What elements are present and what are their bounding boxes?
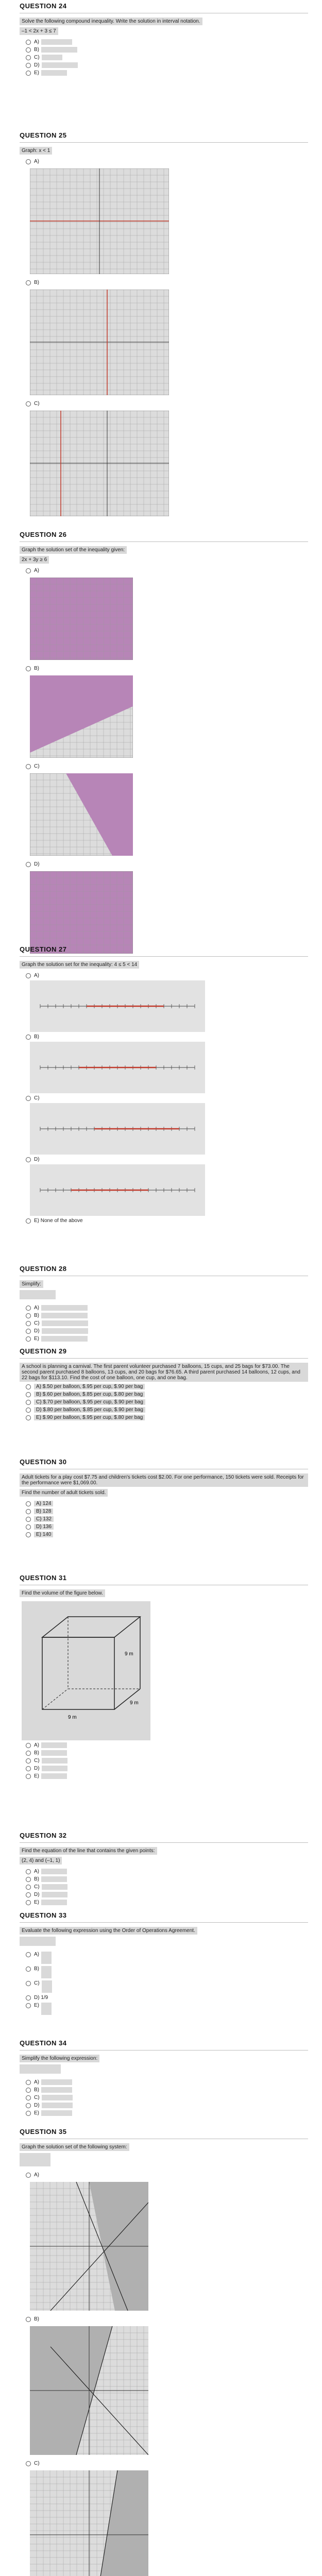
answer-option[interactable]: E) <box>26 70 308 76</box>
answer-option[interactable]: C) <box>26 1095 308 1101</box>
question-expression <box>20 2153 50 2166</box>
answer-option[interactable]: B) <box>26 1876 308 1882</box>
answer-option[interactable]: D) <box>26 1157 308 1162</box>
coordinate-grid <box>30 411 169 516</box>
question-34 <box>20 2039 308 2118</box>
question-prompt: Solve the following compound inequality. Write the solution in interval notation. <box>20 18 202 25</box>
answer-option[interactable]: A) <box>26 568 308 573</box>
answer-option[interactable]: B) <box>26 280 308 285</box>
answer-option[interactable]: A) <box>26 1742 308 1748</box>
radio-button[interactable] <box>26 2103 31 2108</box>
answer-option[interactable]: E) <box>26 1336 308 1342</box>
question-prompt: Graph the solution set of the following system: <box>20 2143 129 2151</box>
radio-button[interactable] <box>26 2317 31 2322</box>
question-expression: 2x + 3y ≥ 6 <box>20 556 49 564</box>
number-line <box>30 1103 205 1155</box>
question-prompt: Adult tickets for a play cost $7.75 and children's tickets cost $2.00. For one performance, 150 tickets were sold. Receipts for the performance were $1,069.00. <box>20 1473 308 1487</box>
answer-option[interactable]: D) 136 <box>26 1524 308 1530</box>
radio-button[interactable] <box>26 2173 31 2178</box>
answer-option[interactable]: D) <box>26 1766 308 1771</box>
answer-option[interactable]: B) <box>26 666 308 671</box>
radio-button[interactable] <box>26 2080 31 2085</box>
answer-option[interactable]: D) <box>26 62 308 68</box>
answer-option[interactable]: C) <box>26 2461 308 2466</box>
question-prompt: Find the volume of the figure below. <box>20 1589 105 1597</box>
radio-button[interactable] <box>26 1877 31 1882</box>
radio-button[interactable] <box>26 1313 31 1318</box>
question-prompt: Simplify the following expression: <box>20 2055 99 2062</box>
question-header: QUESTION 33 <box>20 1911 308 1923</box>
answer-option[interactable]: A) <box>26 39 308 45</box>
radio-button[interactable] <box>26 1885 31 1890</box>
answer-option[interactable]: D) <box>26 1328 308 1334</box>
answer-option[interactable]: B) <box>26 1313 308 1318</box>
radio-button[interactable] <box>26 1400 31 1405</box>
question-header: QUESTION 29 <box>20 1347 308 1359</box>
answer-option[interactable]: D) <box>26 1892 308 1897</box>
dimension-label: 9 m <box>130 1700 139 1706</box>
radio-button[interactable] <box>26 1532 31 1537</box>
coordinate-grid <box>30 290 169 395</box>
question-expression: (2, 4) and (–1, 1) <box>20 1857 62 1865</box>
dimension-label: 9 m <box>125 1651 133 1657</box>
radio-button[interactable] <box>26 973 31 978</box>
radio-button[interactable] <box>26 666 31 671</box>
answer-option[interactable]: B) <box>26 1966 308 1978</box>
answer-option[interactable]: B) 128 <box>26 1509 308 1514</box>
radio-button[interactable] <box>26 1995 31 2001</box>
question-33 <box>20 1911 308 2017</box>
radio-button[interactable] <box>26 401 31 406</box>
radio-button[interactable] <box>26 568 31 573</box>
question-expression <box>20 1290 56 1299</box>
radio-button[interactable] <box>26 1218 31 1224</box>
answer-option[interactable]: A) <box>26 2079 308 2085</box>
question-header: QUESTION 25 <box>20 131 308 143</box>
answer-option[interactable]: B) <box>26 1034 308 1040</box>
radio-button[interactable] <box>26 1096 31 1101</box>
coordinate-grid <box>30 871 133 954</box>
radio-button[interactable] <box>26 1766 31 1771</box>
number-line <box>30 1042 205 1093</box>
question-24 <box>20 2 308 78</box>
question-35 <box>20 2128 308 2576</box>
question-26 <box>20 531 308 957</box>
answer-option[interactable]: A) <box>26 1869 308 1874</box>
radio-button[interactable] <box>26 55 31 60</box>
answer-option[interactable]: E) 140 <box>26 1532 308 1537</box>
number-line <box>30 1164 205 1216</box>
question-prompt: A school is planning a carnival. The first parent volunteer purchased 7 balloons, 15 cups, and 25 bags for $73.00. The second parent purchased 8 balloons, 13 cups, and 20 bags for $76.65. A third parent purchased 14 balloons, 12 cups, and 22 bags for $113.10. Find the cost of one balloon, one cup, and one bag. <box>20 1363 308 1382</box>
question-header: QUESTION 30 <box>20 1458 308 1469</box>
answer-option[interactable]: E) $.90 per balloon, $.95 per cup, $.80 per bag <box>26 1415 308 1420</box>
question-expression <box>20 2064 61 2074</box>
radio-button[interactable] <box>26 280 31 285</box>
answer-option[interactable]: C) <box>26 764 308 769</box>
radio-button[interactable] <box>26 1501 31 1506</box>
answer-option[interactable]: C) <box>26 2095 308 2100</box>
question-expression <box>20 1937 56 1946</box>
radio-button[interactable] <box>26 40 31 45</box>
answer-option[interactable]: C) <box>26 1980 308 1993</box>
radio-button[interactable] <box>26 1892 31 1897</box>
question-header: QUESTION 27 <box>20 945 308 957</box>
answer-option[interactable]: E) <box>26 1773 308 1779</box>
answer-option[interactable]: B) <box>26 2316 308 2322</box>
radio-button[interactable] <box>26 1509 31 1514</box>
radio-button[interactable] <box>26 764 31 769</box>
radio-button[interactable] <box>26 1306 31 1311</box>
answer-option[interactable]: B) <box>26 2087 308 2093</box>
answer-option[interactable]: C) <box>26 1758 308 1764</box>
answer-option[interactable]: C) 132 <box>26 1516 308 1522</box>
question-header: QUESTION 26 <box>20 531 308 542</box>
radio-button[interactable] <box>26 1900 31 1905</box>
question-prompt: Evaluate the following expression using the Order of Operations Agreement. <box>20 1927 197 1935</box>
question-25 <box>20 131 308 520</box>
radio-button[interactable] <box>26 71 31 76</box>
answer-option[interactable]: A) <box>26 1305 308 1311</box>
question-prompt: Graph the solution set for the inequality: 4 ≤ 5 < 14 <box>20 961 139 969</box>
question-header: QUESTION 24 <box>20 2 308 13</box>
answer-option[interactable]: E) <box>26 2003 308 2015</box>
radio-button[interactable] <box>26 1336 31 1342</box>
answer-option[interactable]: B) <box>26 1750 308 1756</box>
number-line <box>30 980 205 1032</box>
coordinate-grid <box>30 578 133 660</box>
question-header: QUESTION 35 <box>20 2128 308 2139</box>
answer-option[interactable]: B) <box>26 47 308 53</box>
question-header: QUESTION 31 <box>20 1574 308 1585</box>
radio-button[interactable] <box>26 2461 31 2466</box>
coordinate-grid <box>30 773 133 856</box>
answer-option[interactable]: E) <box>26 1900 308 1905</box>
question-subprompt: Find the number of adult tickets sold. <box>20 1489 108 1497</box>
answer-option[interactable]: D) 1/9 <box>26 1995 308 2001</box>
answer-option[interactable]: C) <box>26 55 308 60</box>
radio-button[interactable] <box>26 2111 31 2116</box>
radio-button[interactable] <box>26 47 31 53</box>
question-prompt: Simplify: <box>20 1280 43 1288</box>
radio-button[interactable] <box>26 1869 31 1874</box>
dimension-label: 9 m <box>68 1715 77 1720</box>
answer-option[interactable]: E) <box>26 2110 308 2116</box>
answer-option[interactable]: D) <box>26 861 308 867</box>
question-27 <box>20 945 308 1226</box>
radio-button[interactable] <box>26 1384 31 1389</box>
radio-button[interactable] <box>26 1392 31 1397</box>
radio-button[interactable] <box>26 1408 31 1413</box>
question-expression: –1 < 2x + 3 ≤ 7 <box>20 27 58 35</box>
coordinate-grid <box>30 168 169 274</box>
radio-button[interactable] <box>26 1035 31 1040</box>
answer-option[interactable]: D) <box>26 2103 308 2108</box>
radio-button[interactable] <box>26 2095 31 2100</box>
cube-figure <box>22 1601 150 1740</box>
answer-option[interactable]: C) <box>26 1320 308 1326</box>
radio-button[interactable] <box>26 1751 31 1756</box>
question-29 <box>20 1347 308 1422</box>
radio-button[interactable] <box>26 862 31 867</box>
radio-button[interactable] <box>26 1743 31 1748</box>
question-30 <box>20 1458 308 1539</box>
question-28 <box>20 1265 308 1344</box>
answer-option[interactable]: A) <box>26 2172 308 2178</box>
radio-button[interactable] <box>26 1524 31 1530</box>
radio-button[interactable] <box>26 1774 31 1779</box>
question-32 <box>20 1832 308 1907</box>
radio-button[interactable] <box>26 1967 31 1972</box>
radio-button[interactable] <box>26 1329 31 1334</box>
answer-option[interactable]: C) <box>26 1884 308 1890</box>
radio-button[interactable] <box>26 159 31 164</box>
radio-button[interactable] <box>26 1758 31 1764</box>
radio-button[interactable] <box>26 1415 31 1420</box>
radio-button[interactable] <box>26 1321 31 1326</box>
coordinate-grid <box>30 2326 148 2455</box>
answer-option[interactable]: C) $.70 per balloon, $.95 per cup, $.90 per bag <box>26 1399 308 1405</box>
question-prompt: Graph: x < 1 <box>20 147 52 155</box>
question-31 <box>20 1574 308 1781</box>
question-header: QUESTION 32 <box>20 1832 308 1843</box>
answer-option[interactable]: A) <box>26 159 308 164</box>
coordinate-grid <box>30 2182 148 2311</box>
answer-option[interactable]: A) 124 <box>26 1501 308 1506</box>
question-header: QUESTION 34 <box>20 2039 308 2050</box>
radio-button[interactable] <box>26 1981 31 1986</box>
answer-option[interactable]: A) <box>26 1952 308 1964</box>
radio-button[interactable] <box>26 63 31 68</box>
radio-button[interactable] <box>26 1517 31 1522</box>
radio-button[interactable] <box>26 2003 31 2008</box>
radio-button[interactable] <box>26 1952 31 1957</box>
radio-button[interactable] <box>26 1157 31 1162</box>
question-prompt: Graph the solution set of the inequality given: <box>20 546 127 554</box>
radio-button[interactable] <box>26 2088 31 2093</box>
answer-option[interactable]: E) None of the above <box>26 1218 308 1224</box>
question-prompt: Find the equation of the line that contains the given points: <box>20 1847 157 1855</box>
coordinate-grid <box>30 2470 148 2576</box>
answer-option[interactable]: D) $.80 per balloon, $.85 per cup, $.90 per bag <box>26 1407 308 1413</box>
coordinate-grid <box>30 675 133 758</box>
answer-option[interactable]: B) $.60 per balloon, $.85 per cup, $.80 per bag <box>26 1392 308 1397</box>
answer-option[interactable]: C) <box>26 401 308 406</box>
answer-option[interactable]: A) $.50 per balloon, $.95 per cup, $.90 per bag <box>26 1384 308 1389</box>
question-header: QUESTION 28 <box>20 1265 308 1276</box>
answer-option[interactable]: A) <box>26 973 308 978</box>
